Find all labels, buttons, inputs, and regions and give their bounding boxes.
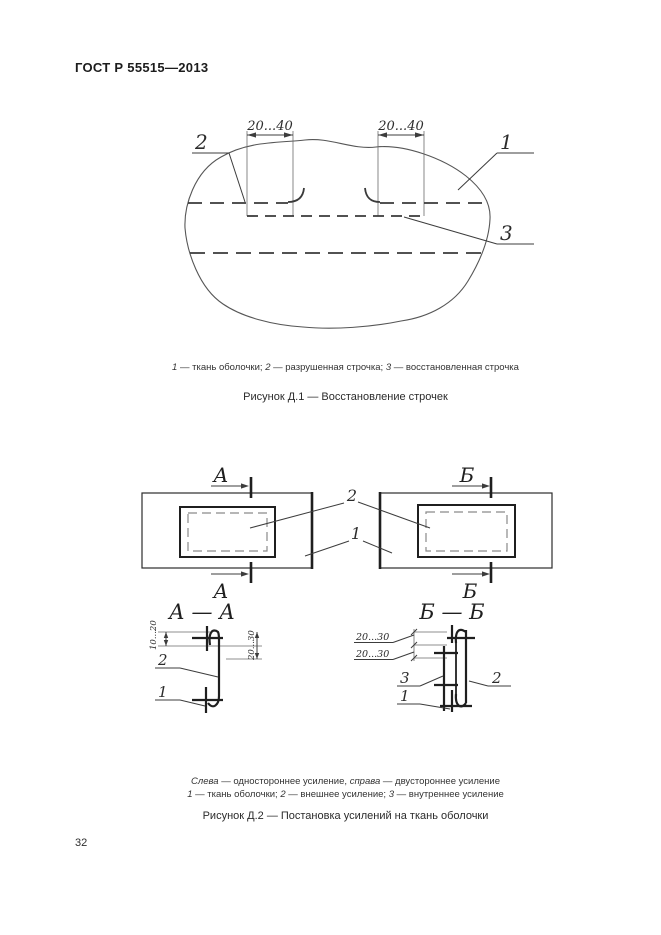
legend-text: — ткань оболочки; [177, 362, 266, 373]
right-panel [380, 492, 552, 569]
legend-word: справа [349, 776, 381, 787]
callout-number: 2 [346, 486, 358, 505]
figure-d1-title: Рисунок Д.1 — Восстановление строчек [243, 391, 448, 403]
left-patch-rect [180, 507, 275, 557]
legend-text: — внешнее усиление; [285, 789, 389, 800]
dimension-label-vertical-left: 10...20 [149, 620, 159, 650]
section-letter: А [213, 579, 229, 603]
callout-bb-external [469, 669, 511, 687]
right-patch-rect [418, 505, 515, 557]
section-bb-title: Б — Б [419, 600, 485, 624]
section-aa-structure [192, 626, 223, 713]
legend-number: 2 [265, 362, 271, 373]
legend-word: Слева [191, 776, 219, 787]
dimension-label-right: 20...40 [378, 119, 424, 134]
section-bb-structure [434, 625, 475, 712]
legend-text: — внутреннее усиление [394, 789, 504, 800]
legend-text: — двустороннее усиление [380, 776, 500, 787]
dimension-label-bottom: 20...30 [356, 649, 390, 660]
figure-d2-title: Рисунок Д.2 — Постановка усилений на ткань оболочки [202, 810, 489, 822]
callout-patch-plan [250, 486, 430, 528]
legend-text: — одностороннее усиление, [218, 776, 350, 787]
section-letter: А [213, 463, 229, 487]
callout-broken-stitch [192, 130, 245, 202]
figure-d1-drawing [140, 105, 545, 360]
callout-aa-reinforcement [155, 651, 218, 677]
legend-number: 3 [388, 789, 394, 800]
section-bb-dimensions [354, 629, 447, 661]
bottom-fold [456, 694, 466, 706]
callout-number: 3 [500, 221, 513, 245]
callout-number: 2 [158, 651, 168, 669]
callout-number: 1 [400, 687, 410, 705]
legend-text: — восстановленная строчка [391, 362, 519, 373]
legend-number: 1 [172, 362, 178, 373]
broken-stitch-curl-left [288, 188, 304, 202]
top-fold [456, 630, 466, 643]
left-panel [142, 492, 312, 569]
figure-d1-legend [15, 361, 661, 374]
callout-number: 1 [500, 130, 513, 154]
legend-number: 1 [187, 789, 193, 800]
callout-restored-stitch [404, 217, 534, 245]
document-header: ГОСТ Р 55515—2013 [75, 60, 209, 75]
legend-text: — разрушенная строчка; [270, 362, 386, 373]
callout-number: 3 [400, 669, 410, 687]
callout-number: 1 [350, 524, 362, 543]
callout-fabric [458, 130, 534, 190]
dimension-label-vertical-right: 20...30 [247, 630, 257, 660]
dimension-label-top: 20...30 [356, 632, 390, 643]
extension-lines [247, 131, 424, 216]
figure-d2-legend-line1 [15, 775, 661, 788]
callout-number: 2 [492, 669, 502, 687]
callout-aa-fabric [155, 683, 205, 706]
callout-number: 2 [195, 130, 208, 154]
legend-number: 2 [280, 789, 286, 800]
legend-text: — ткань оболочки; [192, 789, 281, 800]
external-reinforcement-profile [208, 631, 219, 707]
right-patch-stitch-rect [426, 512, 507, 551]
callout-number: 1 [158, 683, 168, 701]
figure-d2-drawing [140, 455, 560, 733]
page-number: 32 [75, 837, 88, 849]
section-letter: Б [459, 463, 475, 487]
left-patch-stitch-rect [188, 513, 267, 551]
legend-number: 3 [385, 362, 392, 373]
section-letter: Б [462, 579, 478, 603]
dimension-label-left: 20...40 [247, 119, 293, 134]
figure-d2-legend-line2 [15, 788, 661, 801]
shell-fabric-outline [185, 140, 490, 329]
section-aa-title: А — А [168, 600, 236, 624]
